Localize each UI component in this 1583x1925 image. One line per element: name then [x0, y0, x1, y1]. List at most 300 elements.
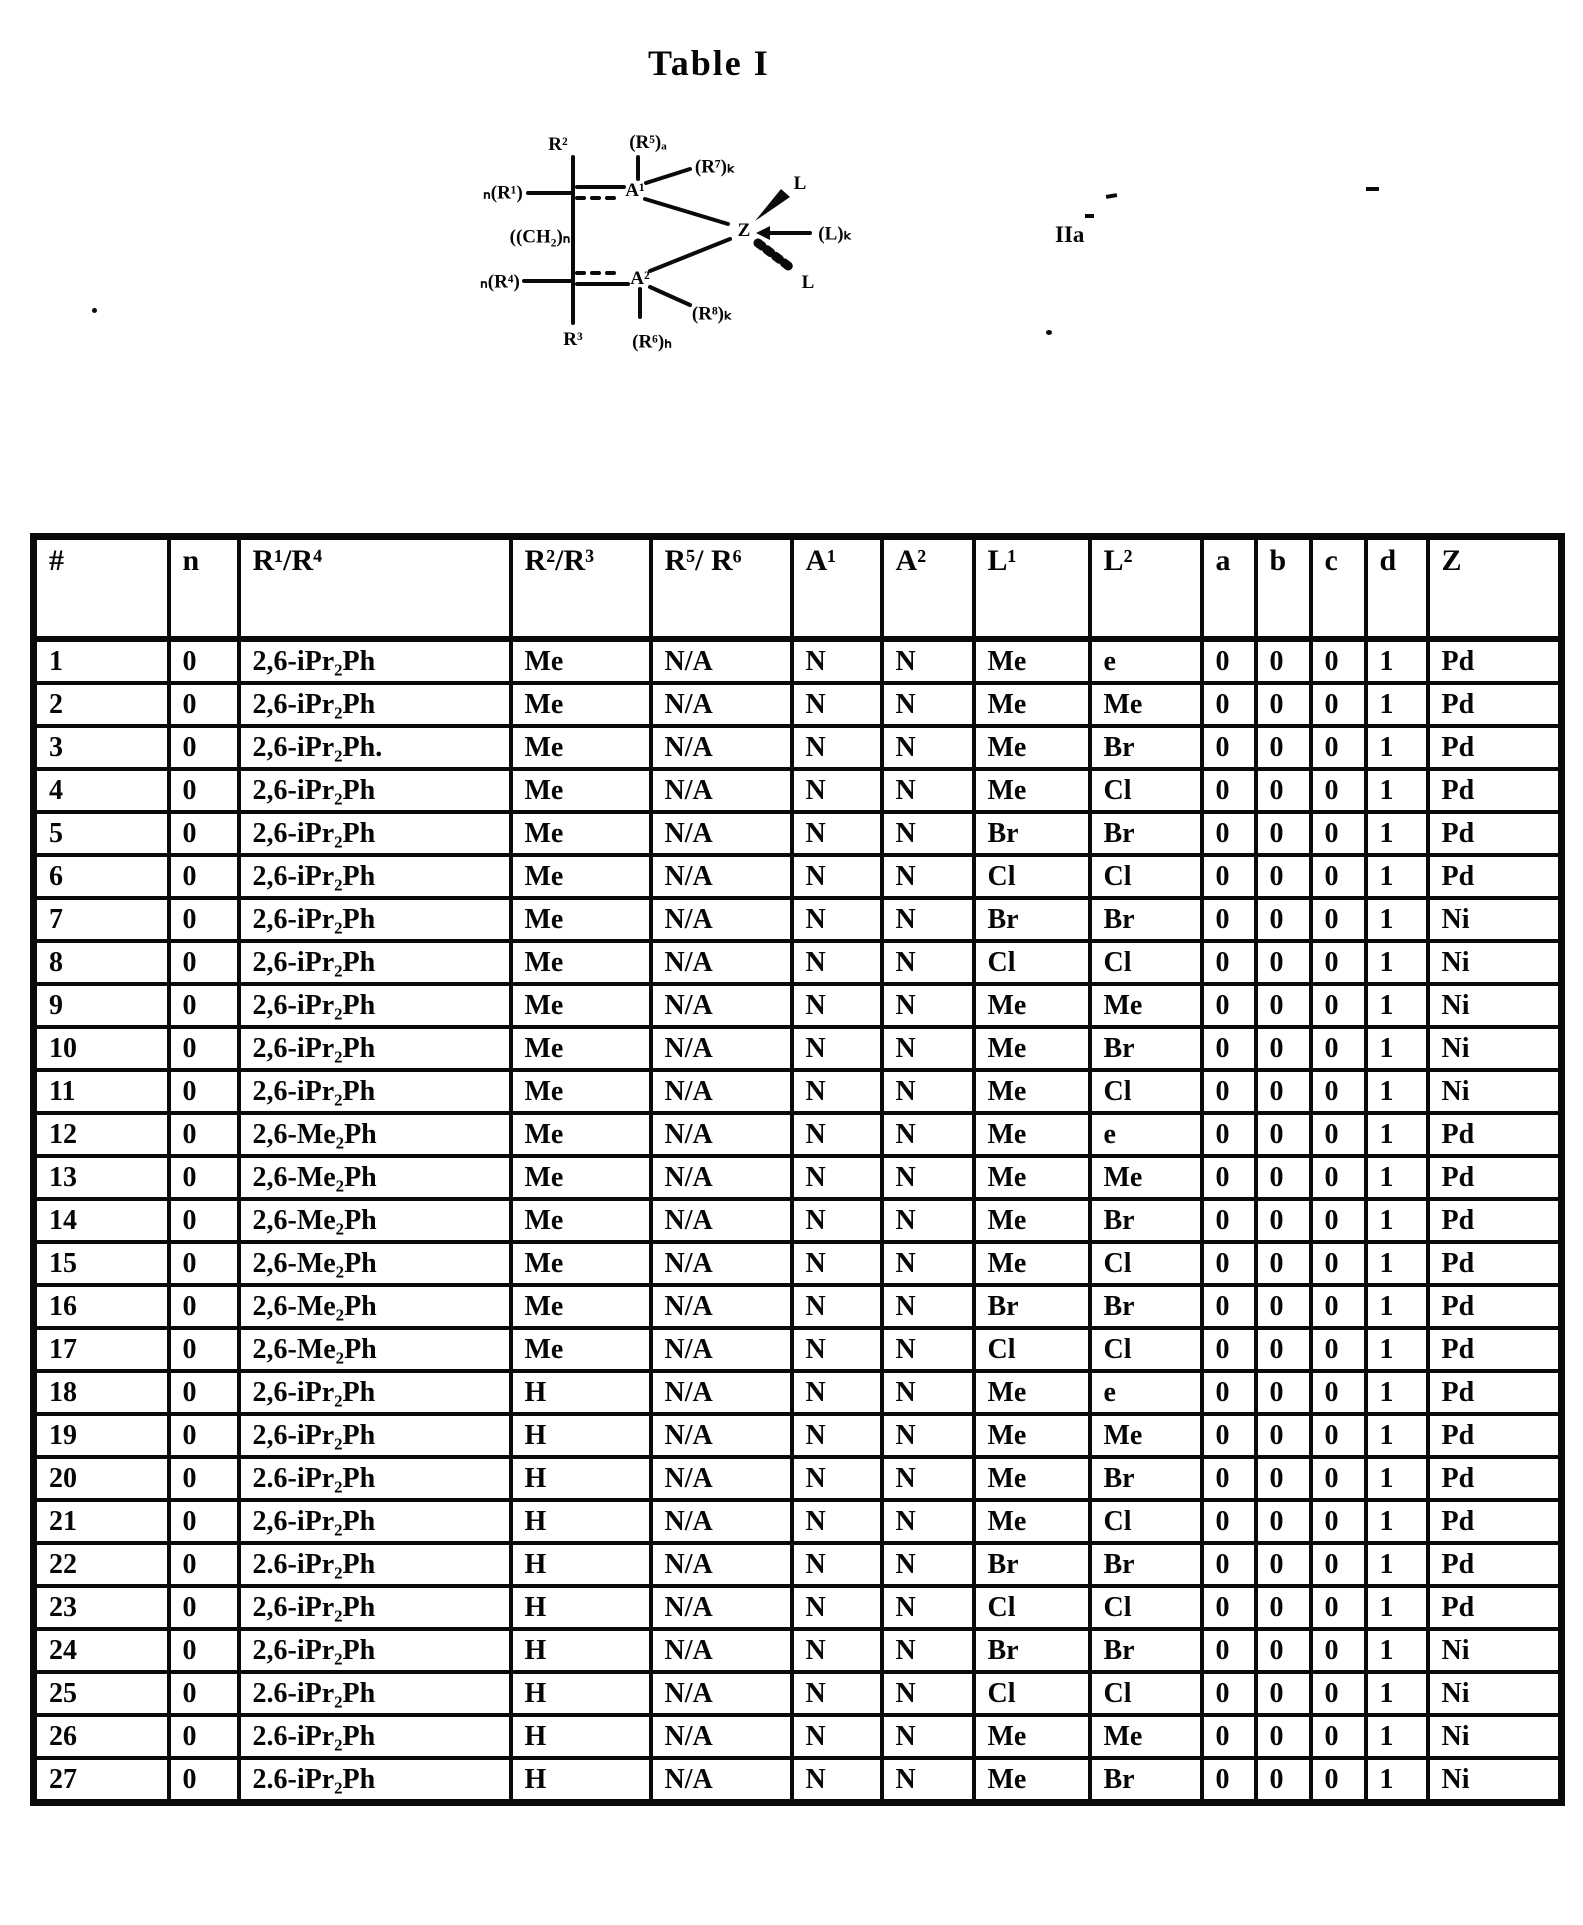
table-cell: 0	[1202, 1113, 1256, 1156]
table-cell: Br	[1090, 1758, 1202, 1803]
table-cell: 0	[1256, 1328, 1311, 1371]
table-cell: 1	[1366, 1156, 1428, 1199]
bond-z-l-wedge	[755, 189, 790, 221]
table-cell: Me	[1090, 1715, 1202, 1758]
table-cell: N	[792, 1156, 882, 1199]
table-cell: 0	[1311, 1199, 1366, 1242]
table-cell: Me	[974, 1758, 1090, 1803]
table-cell: 0	[169, 1242, 239, 1285]
table-cell: Br	[1090, 1629, 1202, 1672]
table-cell: 0	[1311, 1285, 1366, 1328]
table-cell: 2.6-iPr₂Ph	[239, 1715, 511, 1758]
table-cell: 0	[1311, 812, 1366, 855]
table-cell: N	[882, 1672, 974, 1715]
table-cell: 1	[1366, 1715, 1428, 1758]
table-cell: Cl	[974, 855, 1090, 898]
table-cell: Me	[511, 1027, 651, 1070]
table-cell: 0	[1311, 1328, 1366, 1371]
table-cell: N/A	[651, 1414, 792, 1457]
column-header-z: Z	[1428, 537, 1562, 640]
table-cell: 0	[169, 1113, 239, 1156]
table-cell: H	[511, 1758, 651, 1803]
chemical-structure-diagram	[478, 127, 898, 362]
table-cell: 0	[1202, 1457, 1256, 1500]
table-cell: 1	[1366, 726, 1428, 769]
table-cell: N	[792, 683, 882, 726]
table-cell: 0	[169, 984, 239, 1027]
table-cell: Br	[974, 1543, 1090, 1586]
table-cell: Cl	[974, 1328, 1090, 1371]
table-row	[34, 639, 1562, 683]
table-cell: 1	[1366, 1242, 1428, 1285]
table-cell: Pd	[1428, 1371, 1562, 1414]
table-cell: Pd	[1428, 1113, 1562, 1156]
table-cell: N/A	[651, 683, 792, 726]
table-cell: N	[792, 812, 882, 855]
table-cell: Me	[974, 1156, 1090, 1199]
table-cell: N	[792, 1113, 882, 1156]
table-cell: 1	[1366, 639, 1428, 683]
table-row	[34, 1371, 1562, 1414]
table-cell: 0	[1202, 1199, 1256, 1242]
table-cell: 0	[1256, 1586, 1311, 1629]
table-cell: 0	[1202, 855, 1256, 898]
table-cell: 2,6-Me₂Ph	[239, 1113, 511, 1156]
table-cell: Me	[511, 855, 651, 898]
table-row	[34, 1672, 1562, 1715]
table-cell: 0	[1202, 898, 1256, 941]
table-cell: 0	[1256, 1285, 1311, 1328]
table-cell: N	[792, 1285, 882, 1328]
table-cell: 0	[1256, 1070, 1311, 1113]
table-cell: 2,6-Me₂Ph	[239, 1199, 511, 1242]
table-cell: Me	[511, 1242, 651, 1285]
table-cell: N	[882, 1457, 974, 1500]
table-cell: 1	[1366, 941, 1428, 984]
table-cell: 2.6-iPr₂Ph	[239, 1457, 511, 1500]
bond-a2-z	[650, 239, 730, 271]
table-cell: H	[511, 1586, 651, 1629]
bond-a1-r7	[646, 169, 690, 183]
table-cell: N	[882, 898, 974, 941]
table-cell: 0	[1311, 683, 1366, 726]
table-cell: N	[882, 639, 974, 683]
table-cell: 0	[1256, 1113, 1311, 1156]
table-cell: 0	[169, 1027, 239, 1070]
table-cell: Cl	[1090, 1586, 1202, 1629]
column-header-b: b	[1256, 537, 1311, 640]
table-cell: 0	[1311, 639, 1366, 683]
table-cell: Pd	[1428, 1457, 1562, 1500]
table-cell: N/A	[651, 769, 792, 812]
structure-label-r4n: ₙ(R⁴)	[480, 271, 520, 293]
table-cell: H	[511, 1500, 651, 1543]
table-cell: 1	[1366, 1758, 1428, 1803]
table-cell: N	[792, 1242, 882, 1285]
table-cell: N/A	[651, 1586, 792, 1629]
table-cell: 0	[1256, 1543, 1311, 1586]
table-cell: N/A	[651, 898, 792, 941]
table-cell: N	[792, 941, 882, 984]
table-cell: 0	[169, 1371, 239, 1414]
table-row	[34, 1414, 1562, 1457]
table-cell: 0	[1256, 812, 1311, 855]
table-cell: 9	[34, 984, 169, 1027]
table-cell: 0	[1256, 1500, 1311, 1543]
table-cell: Br	[974, 812, 1090, 855]
table-cell: N	[792, 1672, 882, 1715]
table-row	[34, 855, 1562, 898]
table-header-row	[34, 537, 1562, 640]
table-row	[34, 1758, 1562, 1803]
table-cell: 1	[1366, 1586, 1428, 1629]
table-cell: 0	[1202, 1070, 1256, 1113]
table-cell: N/A	[651, 1199, 792, 1242]
table-cell: Cl	[1090, 1242, 1202, 1285]
table-cell: 1	[1366, 1199, 1428, 1242]
table-row	[34, 1027, 1562, 1070]
table-cell: 1	[1366, 1070, 1428, 1113]
table-cell: 1	[1366, 1629, 1428, 1672]
table-cell: 14	[34, 1199, 169, 1242]
table-cell: Ni	[1428, 898, 1562, 941]
table-cell: N	[882, 855, 974, 898]
table-cell: N	[882, 1586, 974, 1629]
table-cell: 0	[169, 1414, 239, 1457]
table-cell: 2,6-iPr₂Ph	[239, 855, 511, 898]
table-cell: 0	[1256, 941, 1311, 984]
table-cell: N	[792, 1758, 882, 1803]
table-cell: 1	[1366, 1543, 1428, 1586]
table-cell: Ni	[1428, 1070, 1562, 1113]
bond-a1-z	[645, 199, 728, 224]
lk-arrowhead	[756, 226, 770, 240]
table-cell: Pd	[1428, 683, 1562, 726]
structure-label-r7k: (R⁷)ₖ	[694, 156, 736, 178]
table-cell: N	[882, 1715, 974, 1758]
table-cell: Me	[511, 769, 651, 812]
table-cell: Pd	[1428, 726, 1562, 769]
table-cell: Cl	[1090, 941, 1202, 984]
table-cell: 0	[1256, 1242, 1311, 1285]
table-cell: Br	[1090, 1027, 1202, 1070]
table-cell: N/A	[651, 1543, 792, 1586]
table-cell: 17	[34, 1328, 169, 1371]
table-cell: N	[792, 984, 882, 1027]
table-cell: 0	[169, 855, 239, 898]
table-cell: Me	[511, 639, 651, 683]
table-cell: Me	[974, 683, 1090, 726]
table-cell: 2,6-Me₂Ph	[239, 1285, 511, 1328]
table-cell: N	[882, 1371, 974, 1414]
table-cell: 0	[1311, 726, 1366, 769]
table-cell: 0	[1202, 639, 1256, 683]
table-cell: e	[1090, 639, 1202, 683]
table-cell: N/A	[651, 1758, 792, 1803]
table-cell: Me	[974, 1715, 1090, 1758]
table-cell: N/A	[651, 726, 792, 769]
figure-label: IIa	[1055, 222, 1085, 247]
table-cell: 1	[1366, 769, 1428, 812]
structure-label-a1: A¹	[625, 180, 645, 201]
table-cell: H	[511, 1543, 651, 1586]
table-cell: N	[792, 1500, 882, 1543]
table-cell: 1	[1366, 812, 1428, 855]
table-row	[34, 812, 1562, 855]
table-cell: 0	[1311, 1027, 1366, 1070]
table-cell: 2,6-Me₂Ph	[239, 1156, 511, 1199]
table-cell: 2,6-iPr₂Ph	[239, 1070, 511, 1113]
table-cell: Cl	[974, 1672, 1090, 1715]
table-cell: 2.6-iPr₂Ph	[239, 1758, 511, 1803]
table-cell: 3	[34, 726, 169, 769]
table-cell: 1	[1366, 1328, 1428, 1371]
table-cell: 16	[34, 1285, 169, 1328]
table-row	[34, 1715, 1562, 1758]
table-cell: 1	[1366, 1457, 1428, 1500]
table-cell: Pd	[1428, 1500, 1562, 1543]
table-cell: 0	[169, 1629, 239, 1672]
table-cell: Me	[974, 639, 1090, 683]
table-cell: Pd	[1428, 639, 1562, 683]
table-cell: Ni	[1428, 1758, 1562, 1803]
table-cell: Ni	[1428, 1715, 1562, 1758]
table-cell: 25	[34, 1672, 169, 1715]
column-header-l1: L¹	[974, 537, 1090, 640]
table-cell: 0	[1256, 1199, 1311, 1242]
table-cell: 0	[169, 639, 239, 683]
table-cell: 0	[1256, 1715, 1311, 1758]
table-cell: 0	[169, 1457, 239, 1500]
table-cell: Pd	[1428, 1199, 1562, 1242]
table-row	[34, 1113, 1562, 1156]
structure-label-l-top: L	[793, 173, 807, 194]
table-cell: N	[792, 1414, 882, 1457]
table-cell: 10	[34, 1027, 169, 1070]
table-cell: Me	[511, 683, 651, 726]
table-cell: 0	[1256, 1371, 1311, 1414]
table-cell: H	[511, 1672, 651, 1715]
table-cell: 0	[169, 1500, 239, 1543]
table-cell: 8	[34, 941, 169, 984]
table-cell: 0	[1202, 683, 1256, 726]
table-cell: 0	[1202, 1027, 1256, 1070]
table-cell: 7	[34, 898, 169, 941]
table-cell: 19	[34, 1414, 169, 1457]
table-cell: 0	[1256, 1414, 1311, 1457]
table-cell: Me	[974, 1027, 1090, 1070]
table-cell: 0	[1311, 1500, 1366, 1543]
table-cell: 2,6-iPr₂Ph	[239, 812, 511, 855]
table-cell: Me	[974, 984, 1090, 1027]
table-cell: Pd	[1428, 769, 1562, 812]
table-cell: N	[792, 1070, 882, 1113]
table-cell: 0	[169, 726, 239, 769]
table-row	[34, 1199, 1562, 1242]
table-cell: 0	[169, 898, 239, 941]
structure-label-r2: R²	[548, 134, 568, 155]
table-cell: 1	[1366, 1285, 1428, 1328]
table-cell: 0	[1202, 1156, 1256, 1199]
table-cell: 1	[1366, 898, 1428, 941]
table-row	[34, 769, 1562, 812]
table-cell: Me	[1090, 1414, 1202, 1457]
structure-label-z: Z	[737, 220, 751, 241]
table-cell: 20	[34, 1457, 169, 1500]
table-cell: 2.6-iPr₂Ph	[239, 1672, 511, 1715]
table-cell: N	[792, 1328, 882, 1371]
table-cell: 0	[1311, 769, 1366, 812]
table-row	[34, 941, 1562, 984]
table-cell: 0	[1202, 941, 1256, 984]
table-cell: N/A	[651, 1672, 792, 1715]
compound-table	[30, 533, 1565, 1806]
table-cell: 0	[1311, 855, 1366, 898]
table-cell: 2.6-iPr₂Ph	[239, 1543, 511, 1586]
table-cell: 0	[1202, 984, 1256, 1027]
table-cell: H	[511, 1371, 651, 1414]
table-cell: Pd	[1428, 812, 1562, 855]
table-cell: 0	[1202, 1414, 1256, 1457]
table-cell: N/A	[651, 1242, 792, 1285]
scan-artifact	[1085, 214, 1094, 218]
structure-label-lk: (L)ₖ	[818, 223, 852, 245]
table-cell: 15	[34, 1242, 169, 1285]
table-cell: N	[792, 1199, 882, 1242]
table-cell: N	[792, 1715, 882, 1758]
structure-label-r8k: (R⁸)ₖ	[691, 303, 733, 325]
table-cell: 0	[1202, 1371, 1256, 1414]
table-cell: Me	[974, 1457, 1090, 1500]
table-cell: Me	[974, 1242, 1090, 1285]
scan-artifact	[92, 308, 97, 313]
table-cell: 5	[34, 812, 169, 855]
table-cell: 0	[1256, 898, 1311, 941]
column-header-a: a	[1202, 537, 1256, 640]
table-cell: 0	[1256, 1457, 1311, 1500]
table-row	[34, 1156, 1562, 1199]
table-cell: 0	[1311, 984, 1366, 1027]
table-row	[34, 1285, 1562, 1328]
column-header-c: c	[1311, 537, 1366, 640]
table-cell: 12	[34, 1113, 169, 1156]
table-cell: Cl	[1090, 1070, 1202, 1113]
table-cell: Br	[1090, 1543, 1202, 1586]
table-cell: Me	[511, 726, 651, 769]
structure-label-r1n: ₙ(R¹)	[483, 182, 523, 204]
table-cell: Br	[1090, 1199, 1202, 1242]
table-cell: 0	[1311, 1758, 1366, 1803]
table-cell: 0	[1202, 1672, 1256, 1715]
table-cell: Pd	[1428, 1156, 1562, 1199]
table-cell: Me	[1090, 1156, 1202, 1199]
table-cell: N/A	[651, 941, 792, 984]
table-cell: N	[792, 1457, 882, 1500]
table-cell: 2,6-iPr₂Ph	[239, 1629, 511, 1672]
table-cell: 0	[1311, 1586, 1366, 1629]
table-cell: 0	[1202, 726, 1256, 769]
table-cell: 24	[34, 1629, 169, 1672]
table-cell: N/A	[651, 1113, 792, 1156]
table-row	[34, 683, 1562, 726]
table-cell: Ni	[1428, 1672, 1562, 1715]
table-cell: 0	[1311, 1629, 1366, 1672]
table-cell: Me	[511, 1285, 651, 1328]
table-cell: N/A	[651, 812, 792, 855]
table-cell: 0	[1311, 1672, 1366, 1715]
table-cell: 1	[1366, 1500, 1428, 1543]
table-cell: 26	[34, 1715, 169, 1758]
table-cell: Br	[1090, 898, 1202, 941]
table-cell: 0	[1202, 1758, 1256, 1803]
table-cell: 2,6-iPr₂Ph	[239, 898, 511, 941]
table-cell: N	[882, 726, 974, 769]
bond-z-l-hashed-wedge	[758, 243, 791, 268]
table-cell: N	[882, 812, 974, 855]
table-cell: N	[792, 1543, 882, 1586]
column-header-r1r4: R¹/R⁴	[239, 537, 511, 640]
table-cell: 1	[1366, 1027, 1428, 1070]
table-cell: N	[882, 1070, 974, 1113]
table-cell: 0	[169, 1758, 239, 1803]
table-cell: Pd	[1428, 1328, 1562, 1371]
table-cell: 0	[1202, 812, 1256, 855]
table-cell: 0	[1202, 1543, 1256, 1586]
table-cell: N/A	[651, 1457, 792, 1500]
structure-label-r6h: (R⁶)ₕ	[632, 331, 672, 353]
table-row	[34, 1543, 1562, 1586]
table-cell: N/A	[651, 1715, 792, 1758]
table-cell: Br	[974, 1285, 1090, 1328]
table-cell: 0	[1311, 1242, 1366, 1285]
table-cell: Me	[511, 1328, 651, 1371]
table-cell: N	[882, 1328, 974, 1371]
table-cell: 1	[1366, 1414, 1428, 1457]
table-cell: 0	[1256, 769, 1311, 812]
table-cell: 0	[1311, 1371, 1366, 1414]
table-cell: 1	[34, 639, 169, 683]
table-cell: 0	[169, 1672, 239, 1715]
table-cell: 1	[1366, 1672, 1428, 1715]
table-cell: N	[792, 1027, 882, 1070]
table-cell: Me	[511, 898, 651, 941]
table-cell: 0	[1256, 1672, 1311, 1715]
table-cell: 0	[169, 1199, 239, 1242]
table-cell: N	[882, 1543, 974, 1586]
table-cell: N	[882, 1500, 974, 1543]
table-row	[34, 1070, 1562, 1113]
table-cell: Pd	[1428, 1414, 1562, 1457]
table-cell: H	[511, 1414, 651, 1457]
table-cell: 2,6-iPr₂Ph	[239, 769, 511, 812]
table-row	[34, 1586, 1562, 1629]
table-cell: N	[792, 1629, 882, 1672]
table-cell: 0	[1256, 1758, 1311, 1803]
table-cell: N/A	[651, 1500, 792, 1543]
structure-label-bridge: ((CH₂)ₙ	[509, 226, 571, 248]
table-cell: 0	[1311, 898, 1366, 941]
table-cell: N/A	[651, 1070, 792, 1113]
table-cell: N	[882, 683, 974, 726]
table-cell: Pd	[1428, 1285, 1562, 1328]
column-header-d: d	[1366, 537, 1428, 640]
table-cell: N	[882, 1199, 974, 1242]
table-cell: N	[792, 855, 882, 898]
table-cell: Me	[511, 1156, 651, 1199]
table-cell: N	[882, 1156, 974, 1199]
table-cell: Ni	[1428, 1629, 1562, 1672]
table-cell: N/A	[651, 1027, 792, 1070]
